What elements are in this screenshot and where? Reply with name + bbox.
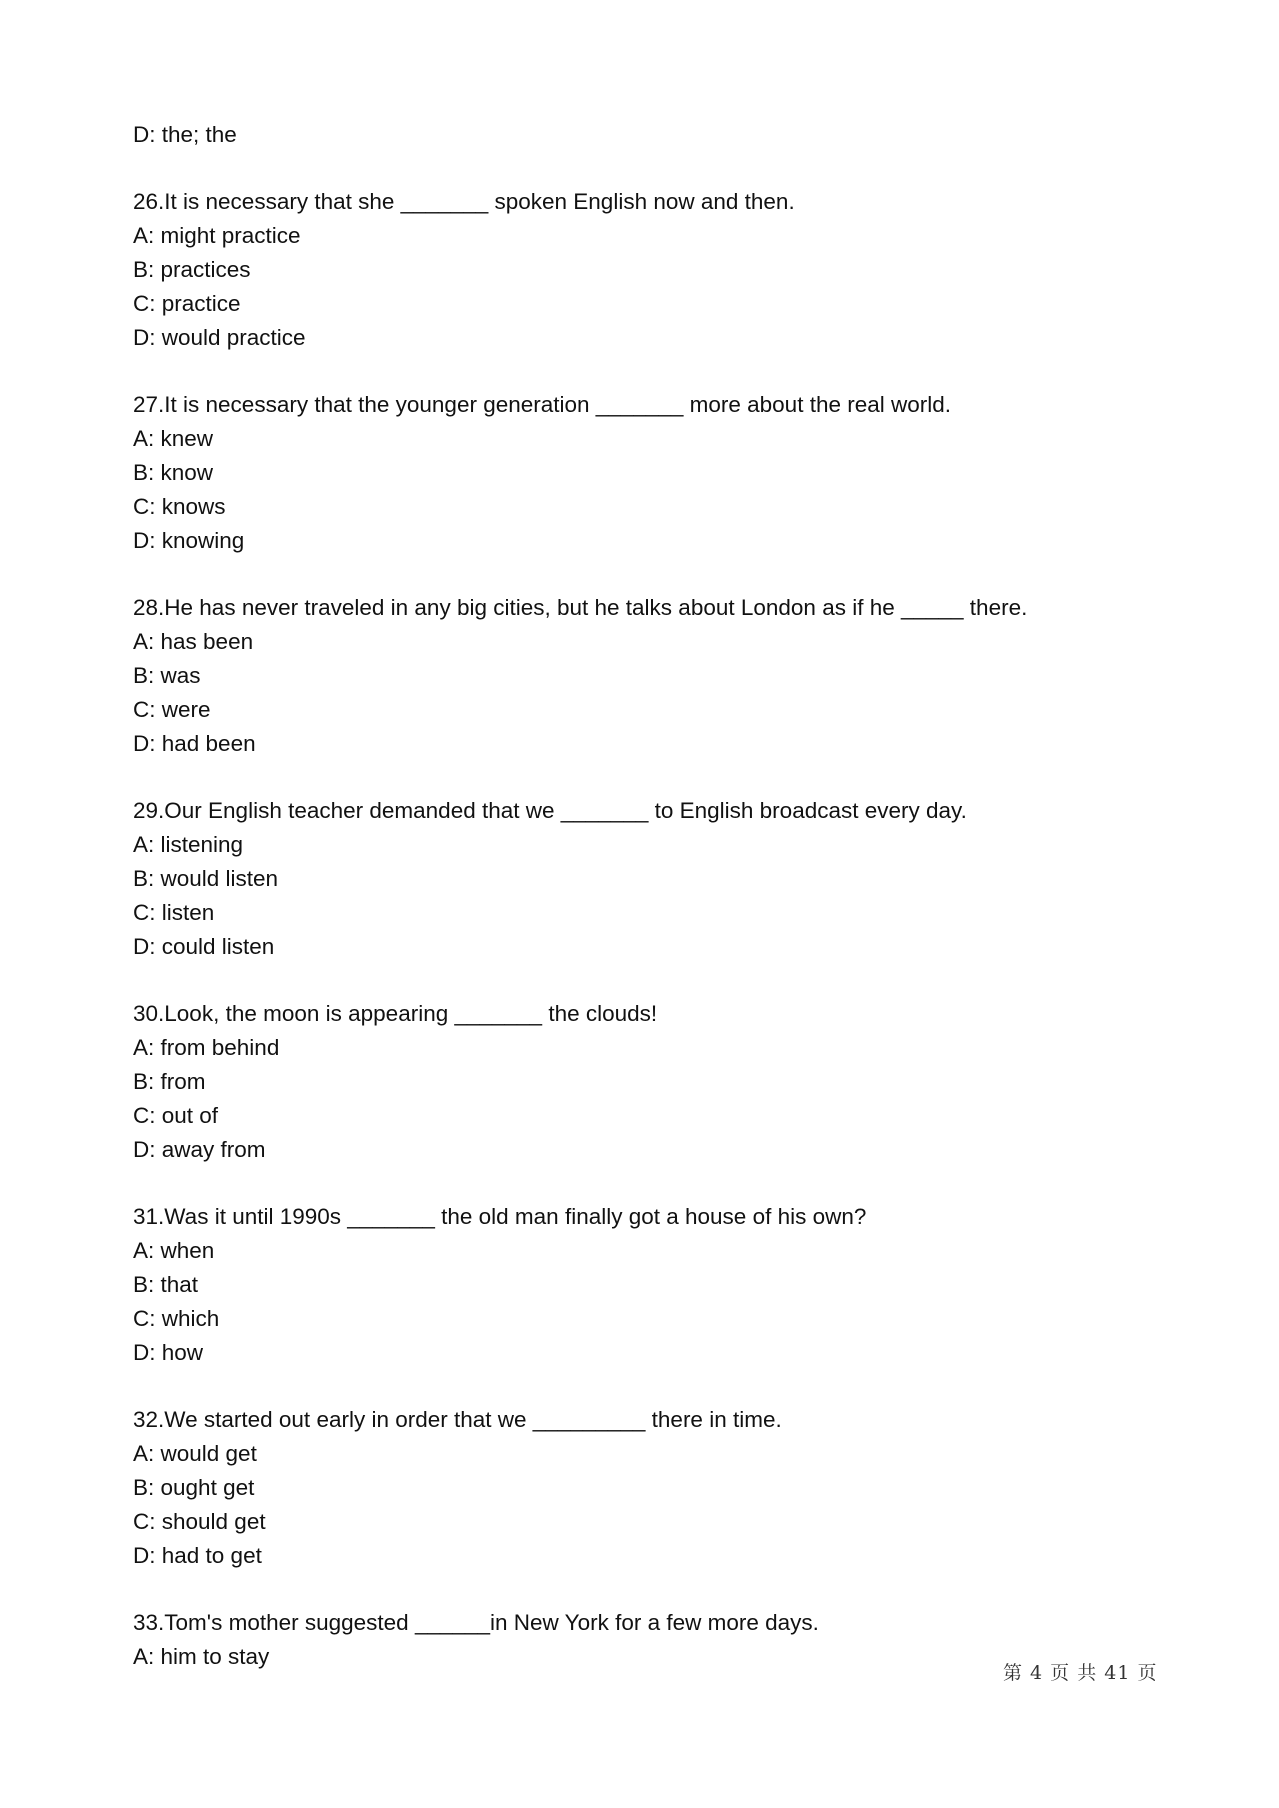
option-a: A: might practice (133, 223, 301, 248)
question-stem: 26.It is necessary that she _______ spoken English now and then. (133, 189, 795, 214)
question-26 (133, 185, 1173, 355)
question-stem: 33.Tom's mother suggested ______in New York for a few more days. (133, 1610, 819, 1635)
option-a: A: when (133, 1238, 215, 1263)
option-a: A: knew (133, 426, 214, 451)
question-list (133, 118, 1173, 1674)
previous-question-option-d: D: the; the (133, 122, 237, 147)
option-c: C: listen (133, 900, 215, 925)
option-c: C: practice (133, 291, 241, 316)
option-d: D: how (133, 1340, 204, 1365)
question-stem: 30.Look, the moon is appearing _______ the clouds! (133, 1001, 658, 1026)
option-d: D: had been (133, 731, 256, 756)
option-b: B: ought get (133, 1475, 255, 1500)
option-c: C: should get (133, 1509, 266, 1534)
option-b: B: practices (133, 257, 251, 282)
option-a: A: him to stay (133, 1644, 270, 1669)
option-b: B: would listen (133, 866, 279, 891)
question-31 (133, 1200, 1173, 1370)
option-d: D: had to get (133, 1543, 262, 1568)
option-b: B: know (133, 460, 214, 485)
option-b: B: from (133, 1069, 206, 1094)
option-d: D: knowing (133, 528, 245, 553)
question-stem: 32.We started out early in order that we _________ there in time. (133, 1407, 782, 1432)
option-d: D: would practice (133, 325, 306, 350)
option-b: B: was (133, 663, 201, 688)
option-d: D: could listen (133, 934, 275, 959)
question-29 (133, 794, 1173, 964)
question-27 (133, 388, 1173, 558)
question-stem: 27.It is necessary that the younger generation _______ more about the real world. (133, 392, 952, 417)
option-c: C: which (133, 1306, 220, 1331)
question-stem: 28.He has never traveled in any big cities, but he talks about London as if he _____ there. (133, 595, 1028, 620)
option-c: C: knows (133, 494, 226, 519)
option-a: A: has been (133, 629, 254, 654)
option-c: C: were (133, 697, 211, 722)
option-b: B: that (133, 1272, 199, 1297)
option-a: A: would get (133, 1441, 257, 1466)
option-c: C: out of (133, 1103, 219, 1128)
question-stem: 31.Was it until 1990s _______ the old man finally got a house of his own? (133, 1204, 867, 1229)
page-number-footer: 第 4 页 共 41 页 (1003, 1662, 1158, 1684)
question-30 (133, 997, 1173, 1167)
option-d: D: away from (133, 1137, 266, 1162)
question-stem: 29.Our English teacher demanded that we _______ to English broadcast every day. (133, 798, 967, 823)
question-28 (133, 591, 1173, 761)
question-32 (133, 1403, 1173, 1573)
option-a: A: listening (133, 832, 244, 857)
option-a: A: from behind (133, 1035, 280, 1060)
